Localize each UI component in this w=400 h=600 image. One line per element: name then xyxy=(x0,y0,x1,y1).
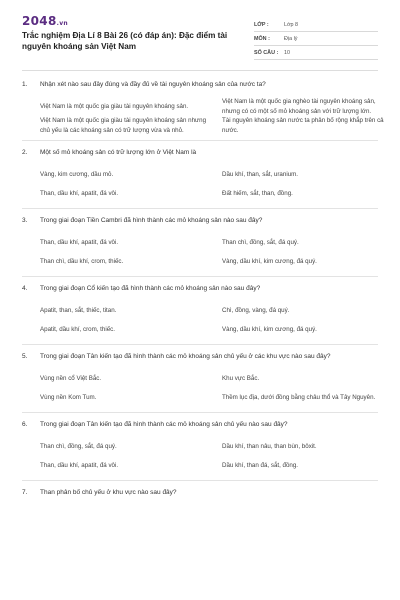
question-7 xyxy=(22,488,378,498)
answer-option-d[interactable]: Vàng, dầu khí, kim cương, đá quý. xyxy=(222,257,317,265)
answer-option-c[interactable]: Than, dầu khí, apatit, đá vôi. xyxy=(40,189,119,197)
answer-option-b[interactable]: Dầu khí, than, sắt, uranium. xyxy=(222,170,299,178)
answer-option-b[interactable]: Chì, đồng, vàng, đá quý. xyxy=(222,306,290,314)
meta-value: Địa lý xyxy=(284,35,298,42)
question-body: Trong giai đoạn Tiền Cambri đã hình thành các mỏ khoáng sản nào sau đây? xyxy=(40,217,263,224)
answer-option-b[interactable]: Khu vực Bắc. xyxy=(222,374,260,382)
question-body: Trong giai đoạn Tân kiến tạo đã hình thành các mỏ khoáng sản chủ yếu nào sau đây? xyxy=(40,421,288,428)
question-2 xyxy=(22,148,378,209)
question-text xyxy=(22,488,378,498)
answer-option-d[interactable]: Vàng, dầu khí, kim cương, đá quý. xyxy=(222,325,317,333)
answer-option-d[interactable]: Tài nguyên khoáng sản nước ta phân bố rộng khắp trên cả nước. xyxy=(222,117,384,134)
question-number: 6. xyxy=(22,421,28,428)
answer-option-d[interactable]: Thềm lục địa, dưới đồng bằng châu thổ và Tây Nguyên. xyxy=(222,393,376,401)
answer-options xyxy=(40,301,378,339)
answer-option-d[interactable]: Dầu khí, than đá, sắt, đồng. xyxy=(222,461,299,469)
answer-option-c[interactable]: Việt Nam là một quốc gia giàu tài nguyên khoáng sản nhưng chủ yếu là các khoáng sản có trữ lượng vừa và nhỏ. xyxy=(40,117,207,134)
answer-option-a[interactable]: Apatit, than, sắt, thiếc, titan. xyxy=(40,306,117,314)
question-text xyxy=(22,80,378,90)
document-title: Trắc nghiệm Địa Lí 8 Bài 26 (có đáp án): Đặc điểm tài nguyên khoáng sản Việt Nam xyxy=(22,31,228,51)
answer-option-a[interactable]: Vàng, kim cương, dầu mỏ. xyxy=(40,170,114,178)
header-divider xyxy=(22,70,378,71)
question-divider xyxy=(22,480,378,481)
answer-options xyxy=(40,97,384,135)
question-number: 1. xyxy=(22,81,28,88)
question-divider xyxy=(22,140,378,141)
meta-row-count xyxy=(254,46,378,60)
question-divider xyxy=(22,412,378,413)
question-body: Một số mỏ khoáng sản có trữ lượng lớn ở Việt Nam là xyxy=(40,149,197,156)
answer-options xyxy=(40,437,378,475)
question-text xyxy=(22,284,378,294)
answer-options xyxy=(40,369,378,407)
answer-option-c[interactable]: Apatit, dầu khí, crom, thiếc. xyxy=(40,325,115,333)
question-4 xyxy=(22,284,378,345)
question-6 xyxy=(22,420,378,481)
answer-option-a[interactable]: Than, dầu khí, apatit, đá vôi. xyxy=(40,238,119,246)
meta-table xyxy=(254,18,378,60)
question-5 xyxy=(22,352,378,413)
question-divider xyxy=(22,344,378,345)
question-number: 2. xyxy=(22,149,28,156)
meta-key: LỚP : xyxy=(254,21,269,28)
question-divider xyxy=(22,276,378,277)
answer-option-d[interactable]: Đất hiếm, sắt, than, đồng. xyxy=(222,189,293,197)
answer-option-c[interactable]: Than chì, dầu khí, crom, thiếc. xyxy=(40,257,124,265)
question-text xyxy=(22,420,378,430)
question-divider xyxy=(22,208,378,209)
meta-key: SỐ CÂU : xyxy=(254,49,279,56)
question-number: 3. xyxy=(22,217,28,224)
logo-suffix: .vn xyxy=(56,20,68,27)
site-logo[interactable] xyxy=(22,14,68,28)
question-text xyxy=(22,216,378,226)
question-number: 7. xyxy=(22,489,28,496)
question-3 xyxy=(22,216,378,277)
answer-options xyxy=(40,165,378,203)
answer-option-c[interactable]: Than, dầu khí, apatit, đá vôi. xyxy=(40,461,119,469)
logo-main: 2048 xyxy=(22,14,57,28)
question-number: 4. xyxy=(22,285,28,292)
answer-option-a[interactable]: Việt Nam là một quốc gia giàu tài nguyên khoáng sản. xyxy=(40,102,189,110)
answer-option-b[interactable]: Than chì, đồng, sắt, đá quý. xyxy=(222,238,299,246)
document-header xyxy=(22,14,378,64)
answer-option-b[interactable]: Dầu khí, than nâu, than bùn, bôxit. xyxy=(222,442,317,450)
answer-option-a[interactable]: Than chì, đồng, sắt, đá quý. xyxy=(40,442,117,450)
answer-option-a[interactable]: Vùng nền cổ Việt Bắc. xyxy=(40,374,102,382)
meta-row-subject xyxy=(254,32,378,46)
question-body: Nhận xét nào sau đây đúng và đầy đủ về tài nguyên khoáng sản của nước ta? xyxy=(40,81,266,88)
question-text xyxy=(22,148,378,158)
question-body: Trong giai đoạn Tân kiến tạo đã hình thành các mỏ khoáng sản chủ yếu ở các khu vực nào sau đây? xyxy=(40,353,331,360)
question-1 xyxy=(22,80,384,141)
question-body: Trong giai đoạn Cổ kiến tạo đã hình thành các mỏ khoáng sản nào sau đây? xyxy=(40,285,261,292)
question-list xyxy=(22,80,384,498)
question-text xyxy=(22,352,378,362)
answer-options xyxy=(40,233,378,271)
answer-option-c[interactable]: Vùng nền Kom Tum. xyxy=(40,393,97,401)
answer-option-b[interactable]: Việt Nam là một quốc gia nghèo tài nguyên khoáng sản, nhưng có có một số mỏ khoáng sản với trữ lượng lớn. xyxy=(222,98,376,115)
question-body: Than phân bố chủ yếu ở khu vực nào sau đây? xyxy=(40,489,177,496)
question-number: 5. xyxy=(22,353,28,360)
meta-key: MÔN : xyxy=(254,35,270,42)
meta-value: Lớp 8 xyxy=(284,21,299,28)
meta-row-class xyxy=(254,18,378,32)
meta-value: 10 xyxy=(284,49,290,56)
